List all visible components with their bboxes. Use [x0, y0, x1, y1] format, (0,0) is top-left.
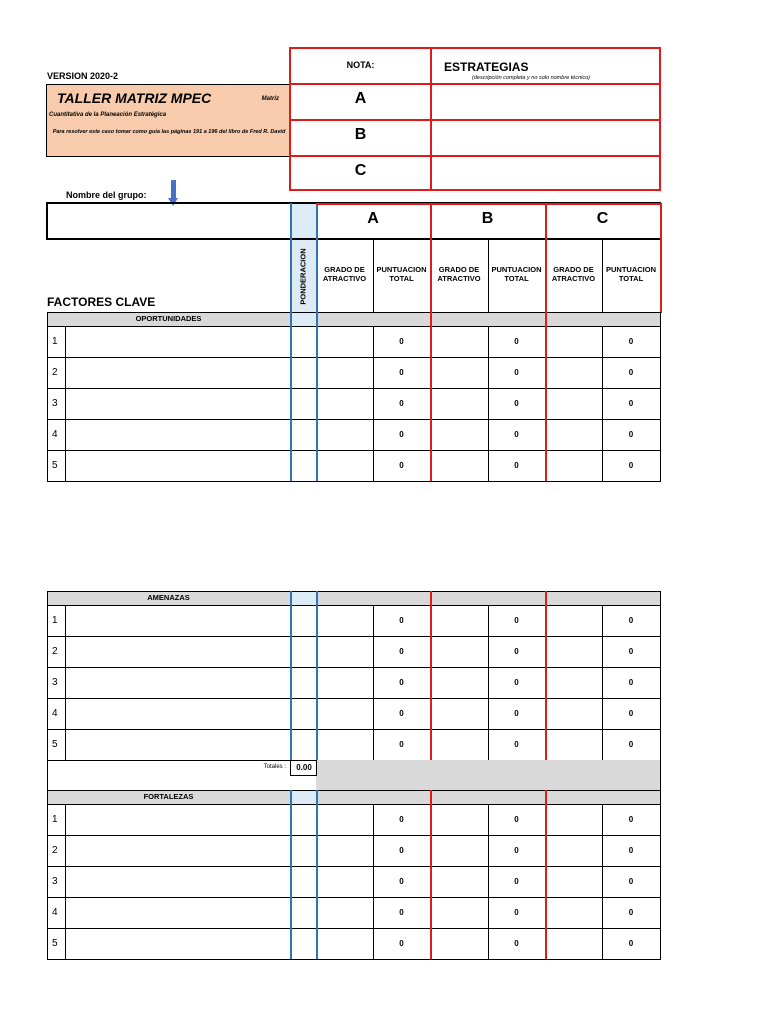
ponderacion-border	[290, 790, 292, 959]
grado-input[interactable]	[546, 805, 601, 834]
puntuacion-total-value: 0	[399, 846, 404, 855]
grado-input[interactable]	[317, 358, 372, 387]
grado-input[interactable]	[546, 327, 601, 356]
grid-line	[488, 326, 489, 481]
row-number: 4	[52, 708, 58, 719]
grado-input[interactable]	[317, 898, 372, 927]
grado-input[interactable]	[431, 730, 487, 759]
grado-atractivo-header	[545, 265, 602, 283]
ponderacion-fill	[291, 790, 316, 804]
factor-input[interactable]	[66, 805, 289, 834]
grado-input[interactable]	[431, 668, 487, 697]
ponderacion-fill	[291, 312, 316, 326]
strategies-border	[290, 189, 661, 191]
puntuacion-total-value: 0	[628, 939, 634, 948]
strategy-column-a: A	[367, 210, 379, 227]
grado-atractivo-header	[316, 265, 373, 283]
strategy-b-border	[430, 790, 432, 959]
puntuacion-total-value: 0	[399, 815, 404, 824]
totales-value: 0.00	[296, 763, 312, 772]
grado-input[interactable]	[546, 637, 601, 666]
grado-input[interactable]	[431, 451, 487, 480]
grado-input[interactable]	[317, 637, 372, 666]
grado-input[interactable]	[546, 929, 601, 958]
puntuacion-total-value: 0	[399, 430, 404, 439]
grid-line	[47, 591, 48, 761]
factor-input[interactable]	[66, 668, 289, 697]
puntuacion-total-value: 0	[514, 430, 519, 439]
puntuacion-total-value: 0	[514, 647, 519, 656]
grado-input[interactable]	[317, 327, 372, 356]
puntuacion-total-value: 0	[399, 399, 404, 408]
grid-line	[47, 591, 660, 592]
header-line-1: PUNTUACION	[491, 265, 542, 274]
fortalezas-label: FORTALEZAS	[143, 792, 194, 801]
grado-input[interactable]	[546, 451, 601, 480]
grid-line	[47, 312, 660, 313]
row-number: 1	[52, 814, 58, 825]
strategies-border	[659, 47, 661, 191]
puntuacion-total-value: 0	[628, 399, 634, 408]
row-number: 5	[52, 460, 58, 471]
strategies-subtitle: (descripción completa y no solo nombre técnico)	[472, 75, 591, 81]
factor-input[interactable]	[66, 867, 289, 896]
strategy-border	[316, 203, 661, 205]
oportunidades-header-band	[316, 312, 660, 326]
row-number: 2	[52, 845, 58, 856]
puntuacion-total-value: 0	[514, 740, 519, 749]
puntuacion-total-value: 0	[399, 740, 404, 749]
grado-input[interactable]	[546, 668, 601, 697]
puntuacion-total-value: 0	[628, 430, 634, 439]
grado-input[interactable]	[317, 420, 372, 449]
factores-clave-label: FACTORES CLAVE	[47, 295, 156, 309]
factor-input[interactable]	[66, 389, 289, 418]
ponderacion-border	[316, 591, 318, 760]
strategy-b-description[interactable]	[432, 121, 659, 155]
title-suffix: Matriz	[261, 96, 279, 102]
factor-input[interactable]	[66, 606, 289, 635]
puntuacion-total-value: 0	[399, 368, 404, 377]
grado-input[interactable]	[431, 836, 487, 865]
ponderacion-input[interactable]	[292, 358, 315, 387]
puntuacion-total-value: 0	[514, 846, 519, 855]
header-border	[46, 238, 661, 240]
factor-input[interactable]	[66, 730, 289, 759]
puntuacion-total-value: 0	[628, 740, 634, 749]
amenazas-label: AMENAZAS	[147, 593, 190, 602]
header-line-1: GRADO DE	[324, 265, 365, 274]
grado-input[interactable]	[431, 389, 487, 418]
strategy-c-border	[545, 591, 547, 760]
grid-line	[290, 760, 291, 775]
ponderacion-input[interactable]	[292, 327, 315, 356]
puntuacion-total-value: 0	[514, 337, 519, 346]
grado-input[interactable]	[546, 699, 601, 728]
puntuacion-total-value: 0	[628, 846, 634, 855]
grado-input[interactable]	[317, 389, 372, 418]
factor-input[interactable]	[66, 836, 289, 865]
ponderacion-input[interactable]	[292, 606, 315, 635]
arrow-down-icon	[171, 180, 176, 200]
grado-input[interactable]	[431, 327, 487, 356]
grid-line	[47, 481, 660, 482]
ponderacion-border	[290, 312, 292, 481]
grid-line	[47, 790, 660, 791]
ponderacion-input[interactable]	[292, 836, 315, 865]
grid-line	[660, 760, 661, 790]
puntuacion-total-value: 0	[399, 678, 404, 687]
strategy-a-description[interactable]	[432, 85, 659, 119]
row-number: 2	[52, 646, 58, 657]
row-number: 3	[52, 677, 58, 688]
grid-line	[602, 605, 603, 760]
puntuacion-total-value: 0	[514, 368, 519, 377]
grado-input[interactable]	[431, 805, 487, 834]
puntuacion-total-value: 0	[628, 337, 634, 346]
ponderacion-input[interactable]	[292, 420, 315, 449]
grado-input[interactable]	[317, 668, 372, 697]
grid-line	[47, 312, 48, 482]
grado-input[interactable]	[317, 805, 372, 834]
strategy-b-border	[430, 591, 432, 760]
factor-input[interactable]	[66, 637, 289, 666]
puntuacion-total-value: 0	[628, 368, 634, 377]
grado-input[interactable]	[431, 867, 487, 896]
strategy-letter-b: B	[354, 126, 367, 143]
grado-input[interactable]	[317, 836, 372, 865]
amenazas-header-band	[316, 591, 660, 605]
worksheet-instructions: Para resolver este caso tomar como guía las páginas 191 a 196 del libro de Fred R. David	[52, 129, 286, 135]
puntuacion-total-value: 0	[628, 461, 634, 470]
grid-line	[373, 605, 374, 760]
factor-input[interactable]	[66, 699, 289, 728]
grado-input[interactable]	[317, 451, 372, 480]
header-line-1: GRADO DE	[553, 265, 594, 274]
puntuacion-total-value: 0	[514, 908, 519, 917]
ponderacion-border	[316, 312, 318, 481]
grid-line	[373, 804, 374, 959]
strategy-c-border	[545, 203, 547, 313]
row-number: 1	[52, 615, 58, 626]
header-line-2: ATRACTIVO	[322, 274, 367, 283]
worksheet-title: TALLER MATRIZ MPEC	[57, 90, 212, 106]
puntuacion-total-value: 0	[399, 616, 404, 625]
header-line-2: TOTAL	[504, 274, 529, 283]
puntuacion-total-value: 0	[514, 399, 519, 408]
grid-line	[290, 775, 317, 776]
grid-line	[660, 591, 661, 761]
grado-input[interactable]	[431, 929, 487, 958]
puntuacion-total-header	[602, 265, 660, 283]
grado-input[interactable]	[317, 699, 372, 728]
grado-input[interactable]	[431, 358, 487, 387]
ponderacion-fill	[291, 591, 316, 605]
grado-input[interactable]	[431, 420, 487, 449]
ponderacion-input[interactable]	[292, 805, 315, 834]
grid-line	[488, 605, 489, 760]
ponderacion-input[interactable]	[292, 637, 315, 666]
grid-line	[316, 760, 317, 775]
grid-line	[65, 605, 66, 760]
header-line-1: PUNTUACION	[376, 265, 427, 274]
strategy-letter-c: C	[354, 162, 367, 179]
row-number: 2	[52, 367, 58, 378]
totales-label: Totales :	[263, 764, 286, 770]
grid-line	[488, 238, 489, 313]
puntuacion-total-value: 0	[514, 709, 519, 718]
ponderacion-border	[316, 790, 318, 959]
grado-input[interactable]	[546, 606, 601, 635]
grado-input[interactable]	[431, 898, 487, 927]
header-line-1: GRADO DE	[438, 265, 480, 274]
grid-line	[373, 238, 374, 313]
strategy-c-border	[545, 312, 547, 481]
puntuacion-total-value: 0	[399, 709, 404, 718]
ponderacion-header: PONDERACION	[298, 247, 308, 305]
grid-line	[47, 959, 660, 960]
header-line-2: TOTAL	[618, 274, 644, 283]
puntuacion-total-value: 0	[399, 939, 404, 948]
grid-line	[65, 326, 66, 481]
puntuacion-total-value: 0	[628, 616, 634, 625]
row-number: 1	[52, 336, 58, 347]
ponderacion-input[interactable]	[292, 699, 315, 728]
grid-line	[602, 238, 603, 313]
strategy-column-c: C	[596, 210, 609, 227]
grid-line	[488, 804, 489, 959]
row-number: 3	[52, 876, 58, 887]
puntuacion-total-value: 0	[628, 877, 634, 886]
header-line-1: PUNTUACION	[606, 265, 656, 274]
ponderacion-input[interactable]	[292, 898, 315, 927]
strategy-border	[660, 203, 662, 313]
grid-line	[373, 326, 374, 481]
strategy-c-description[interactable]	[432, 157, 659, 189]
row-number: 4	[52, 429, 58, 440]
puntuacion-total-value: 0	[628, 709, 634, 718]
strategy-column-b: B	[481, 210, 494, 227]
grado-input[interactable]	[546, 730, 601, 759]
header-line-2: ATRACTIVO	[551, 274, 596, 283]
puntuacion-total-value: 0	[514, 461, 519, 470]
grado-input[interactable]	[546, 358, 601, 387]
ponderacion-border	[290, 591, 292, 760]
factor-input[interactable]	[66, 929, 289, 958]
puntuacion-total-header	[488, 265, 545, 283]
grado-input[interactable]	[546, 836, 601, 865]
grado-input[interactable]	[431, 606, 487, 635]
grid-line	[660, 312, 661, 482]
grado-input[interactable]	[546, 898, 601, 927]
grado-input[interactable]	[317, 730, 372, 759]
ponderacion-input[interactable]	[292, 929, 315, 958]
header-line-2: TOTAL	[389, 274, 414, 283]
factor-input[interactable]	[66, 420, 289, 449]
worksheet-subtitle: Cuantitativa de la Planeación Estratégica	[49, 112, 167, 118]
grado-input[interactable]	[431, 637, 487, 666]
puntuacion-total-value: 0	[628, 908, 634, 917]
puntuacion-total-value: 0	[514, 678, 519, 687]
puntuacion-total-value: 0	[399, 461, 404, 470]
factor-input[interactable]	[66, 898, 289, 927]
strategies-border	[290, 47, 661, 49]
ponderacion-input[interactable]	[292, 451, 315, 480]
grid-line	[602, 804, 603, 959]
ponderacion-input[interactable]	[292, 668, 315, 697]
grado-input[interactable]	[317, 606, 372, 635]
puntuacion-total-value: 0	[514, 815, 519, 824]
puntuacion-total-value: 0	[399, 337, 404, 346]
grid-line	[602, 326, 603, 481]
puntuacion-total-value: 0	[399, 877, 404, 886]
puntuacion-total-value: 0	[514, 939, 519, 948]
puntuacion-total-value: 0	[628, 815, 634, 824]
factor-input[interactable]	[66, 327, 289, 356]
grid-line	[47, 790, 48, 960]
grado-atractivo-header	[430, 265, 488, 283]
factor-input[interactable]	[66, 451, 289, 480]
grid-line	[65, 804, 66, 959]
grado-input[interactable]	[546, 389, 601, 418]
puntuacion-total-header	[373, 265, 430, 283]
header-line-2: ATRACTIVO	[437, 274, 481, 283]
puntuacion-total-value: 0	[399, 647, 404, 656]
totals-band	[316, 760, 660, 790]
ponderacion-input[interactable]	[292, 867, 315, 896]
grado-input[interactable]	[317, 929, 372, 958]
strategies-title: ESTRATEGIAS	[444, 60, 529, 74]
group-name-label: Nombre del grupo:	[66, 190, 147, 200]
puntuacion-total-value: 0	[514, 616, 519, 625]
ponderacion-input[interactable]	[292, 389, 315, 418]
row-number: 5	[52, 739, 58, 750]
grado-input[interactable]	[431, 699, 487, 728]
puntuacion-total-value: 0	[628, 678, 634, 687]
nota-label: NOTA:	[346, 60, 375, 70]
row-number: 5	[52, 938, 58, 949]
puntuacion-total-value: 0	[514, 877, 519, 886]
group-name-input[interactable]	[47, 204, 289, 238]
row-number: 3	[52, 398, 58, 409]
oportunidades-label: OPORTUNIDADES	[135, 314, 202, 323]
puntuacion-total-value: 0	[628, 647, 634, 656]
strategy-b-border	[430, 312, 432, 481]
grado-input[interactable]	[317, 867, 372, 896]
strategy-c-border	[545, 790, 547, 959]
version-label: VERSION 2020-2	[47, 71, 119, 81]
grado-input[interactable]	[546, 867, 601, 896]
ponderacion-input[interactable]	[292, 730, 315, 759]
row-number: 4	[52, 907, 58, 918]
strategy-b-border	[430, 203, 432, 313]
grado-input[interactable]	[546, 420, 601, 449]
puntuacion-total-value: 0	[399, 908, 404, 917]
title-box	[46, 84, 290, 157]
grid-line	[47, 760, 48, 790]
grid-line	[660, 790, 661, 960]
factor-input[interactable]	[66, 358, 289, 387]
fortalezas-header-band	[316, 790, 660, 804]
strategy-letter-a: A	[354, 90, 367, 107]
